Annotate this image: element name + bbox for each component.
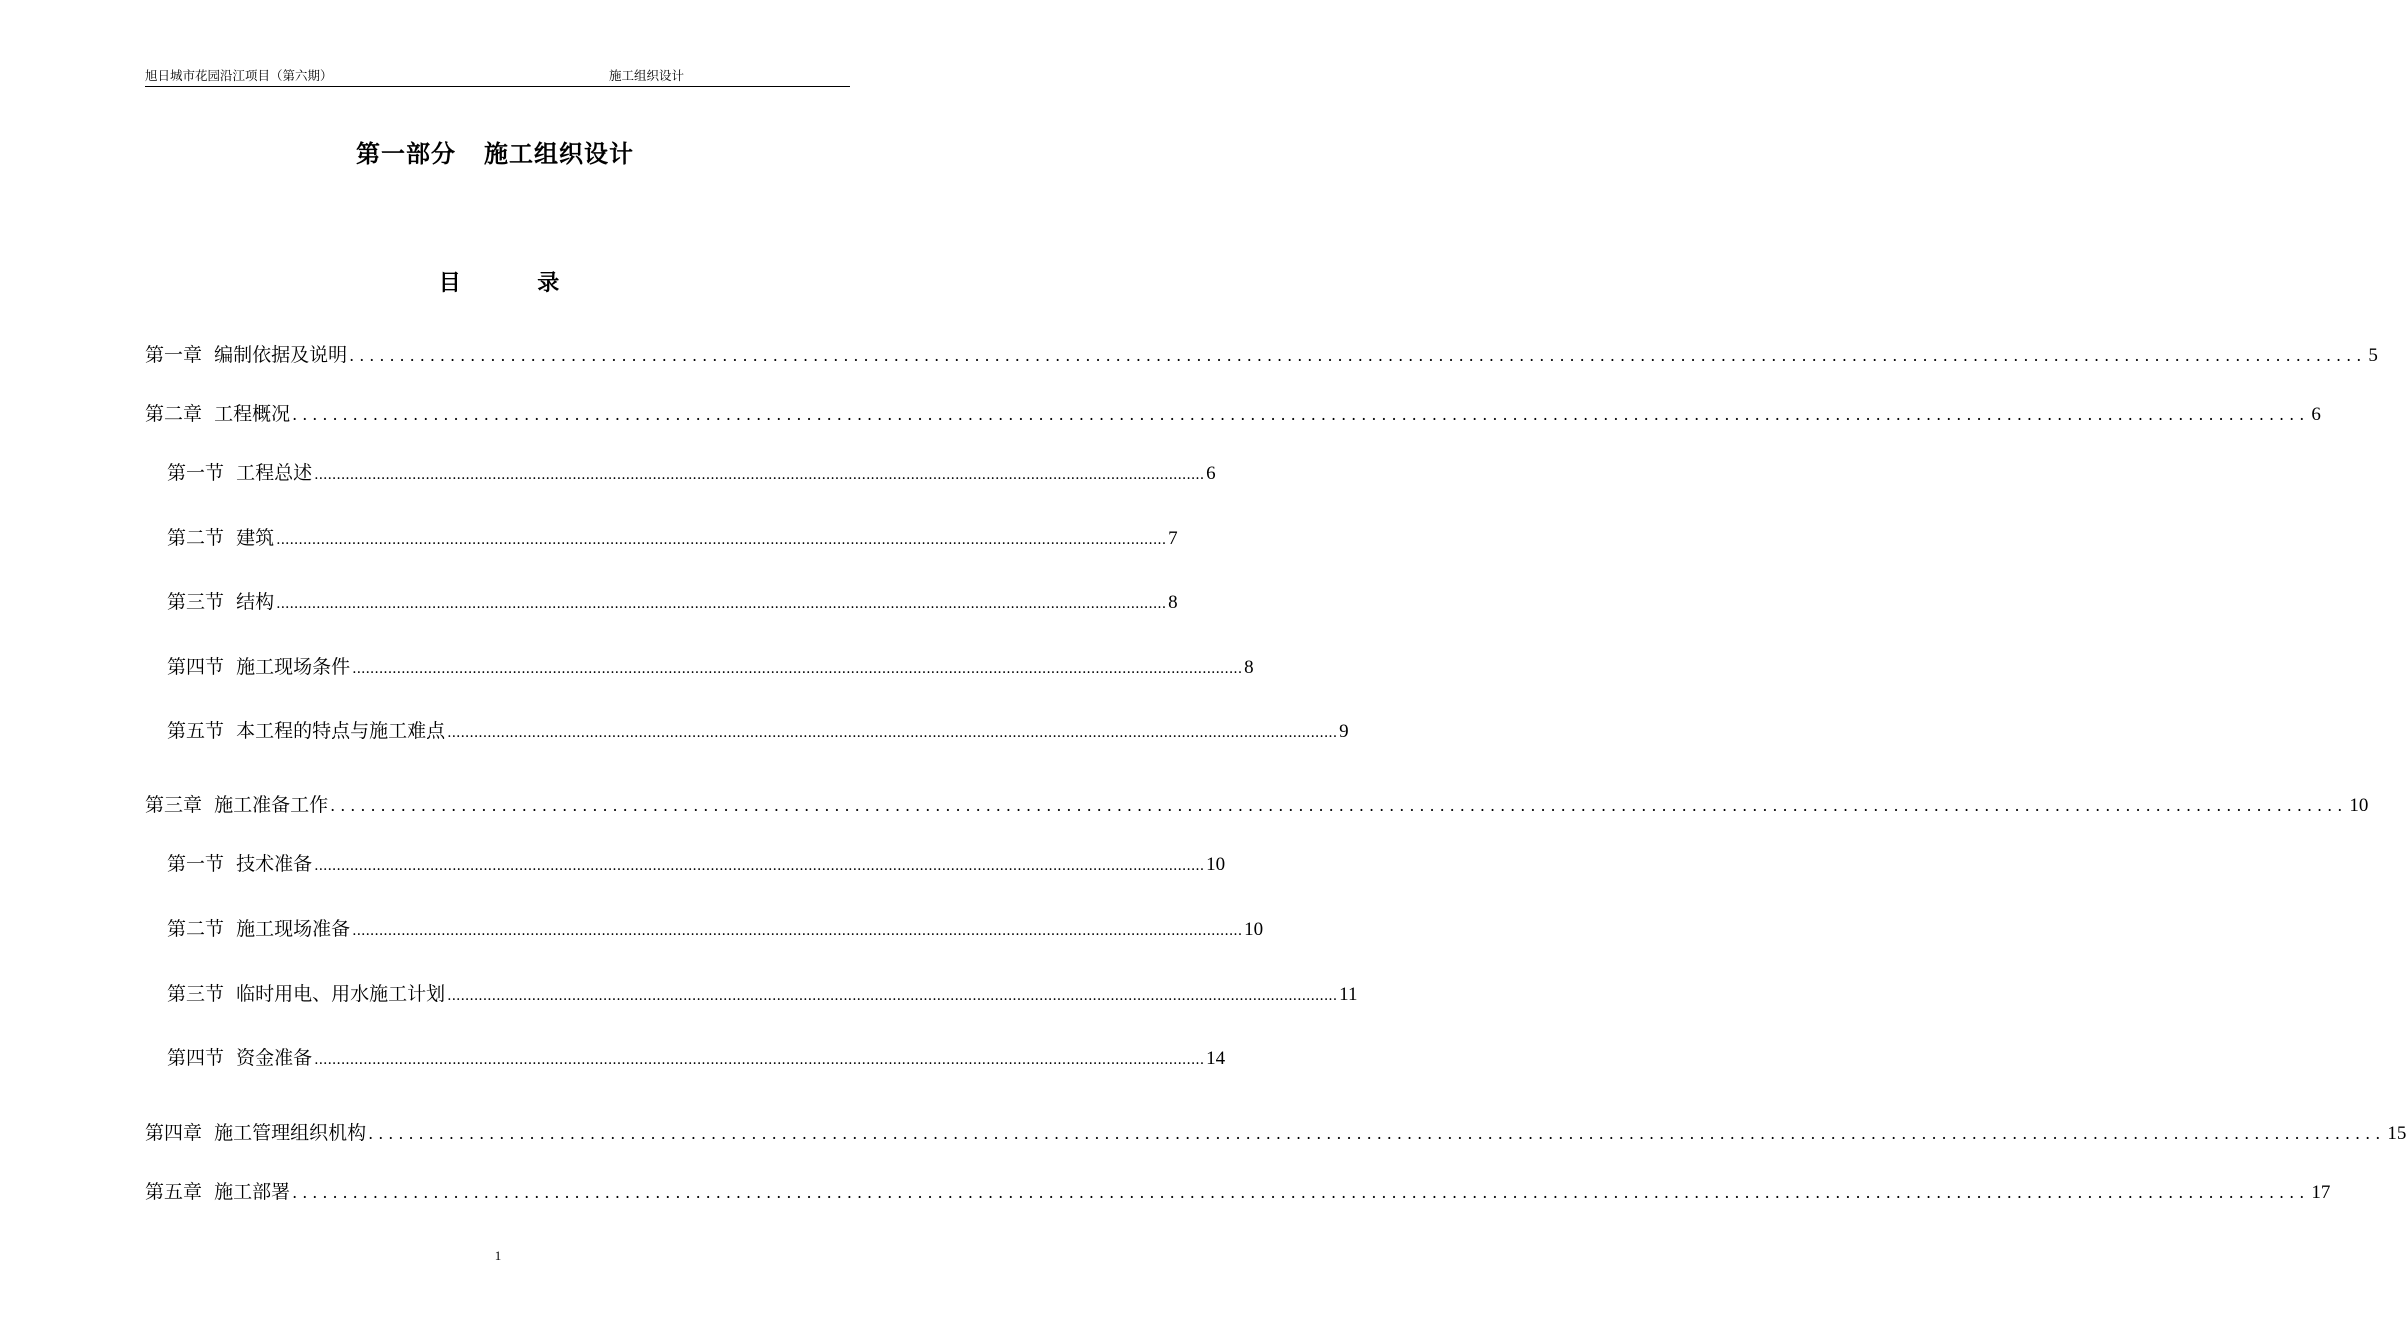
toc-entry-label: 第三节 (167, 591, 225, 613)
toc-entry-title: 编制依据及说明 (214, 344, 348, 366)
toc-entry-title: 本工程的特点与施工难点 (236, 720, 446, 742)
toc-entry-title: 施工管理组织机构 (214, 1122, 367, 1144)
toc-leader-dots: ........................................................................................................................................................................................................ (276, 596, 1167, 612)
toc-leader-dots: ........................................................................................................................................................................................................ (349, 346, 2367, 365)
toc-entry[interactable] (167, 851, 1226, 877)
toc-entry-page: 14 (1206, 1048, 1226, 1069)
toc-entry-title: 临时用电、用水施工计划 (236, 983, 446, 1005)
toc-entry-title: 结构 (236, 591, 275, 613)
toc-entry-page: 8 (1244, 657, 1254, 678)
toc-leader-dots: ........................................................................................................................................................................................................ (330, 796, 2348, 815)
toc-entry-title: 工程概况 (214, 403, 291, 425)
toc-leader-dots: ........................................................................................................................................................................................................ (314, 1052, 1205, 1068)
toc-entry-page: 9 (1339, 721, 1349, 742)
toc-entry-title: 工程总述 (236, 462, 313, 484)
toc-entry-title: 技术准备 (236, 853, 313, 875)
toc-leader-dots: ........................................................................................................................................................................................................ (447, 988, 1338, 1004)
toc-leader-dots: ........................................................................................................................................................................................................ (352, 661, 1243, 677)
toc-entry-label: 第四章 (145, 1122, 203, 1144)
toc-entry-page: 5 (2368, 345, 2378, 366)
toc-entry[interactable] (167, 718, 1349, 744)
page-number: 1 (494, 1248, 502, 1263)
toc-entry-label: 第三节 (167, 983, 225, 1005)
toc-entry[interactable] (145, 401, 2321, 427)
toc-entry-label: 第二节 (167, 527, 225, 549)
toc-entry-page: 10 (1244, 919, 1264, 940)
toc-entry-page: 17 (2311, 1182, 2331, 1203)
toc-entry-title: 施工现场准备 (236, 918, 351, 940)
toc-entry-page: 10 (2349, 795, 2369, 816)
toc-entry-label: 第四节 (167, 656, 225, 678)
toc-leader-dots: ........................................................................................................................................................................................................ (292, 1183, 2310, 1202)
toc-entry[interactable] (167, 981, 1358, 1007)
toc-entry-page: 10 (1206, 854, 1226, 875)
toc-entry-title: 建筑 (236, 527, 275, 549)
toc-entry-page: 6 (1206, 463, 1216, 484)
toc-entry-title: 施工部署 (214, 1181, 291, 1203)
toc-entry-title: 施工准备工作 (214, 794, 329, 816)
toc-entry-label: 第二章 (145, 403, 203, 425)
toc-entry[interactable] (145, 342, 2378, 368)
toc-entry[interactable] (145, 792, 2369, 818)
toc-leader-dots: ........................................................................................................................................................................................................ (292, 405, 2310, 424)
toc-entry[interactable] (167, 654, 1254, 680)
toc-entry[interactable] (167, 1045, 1226, 1071)
toc-leader-dots: ........................................................................................................................................................................................................ (314, 467, 1205, 483)
header-doc-title: 施工组织设计 (609, 68, 685, 83)
toc-entry-page: 8 (1168, 592, 1178, 613)
toc-entry-page: 11 (1339, 984, 1358, 1005)
toc-entry[interactable] (167, 460, 1216, 486)
toc-entry-title: 施工现场条件 (236, 656, 351, 678)
toc-entry-label: 第五节 (167, 720, 225, 742)
page-header (145, 66, 850, 87)
part-title: 第一部分 施工组织设计 (355, 140, 635, 168)
toc-entry[interactable] (167, 916, 1264, 942)
toc-entry-label: 第一节 (167, 853, 225, 875)
toc-entry-label: 第四节 (167, 1047, 225, 1069)
toc-entry-title: 资金准备 (236, 1047, 313, 1069)
toc-title: 目 录 (438, 271, 560, 296)
toc-entry-page: 15 (2387, 1123, 2406, 1144)
toc-leader-dots: ........................................................................................................................................................................................................ (447, 725, 1338, 741)
toc-entry-page: 6 (2311, 404, 2321, 425)
toc-entry[interactable] (145, 1179, 2331, 1205)
toc-entry[interactable] (145, 1120, 2406, 1146)
toc-entry-page: 7 (1168, 528, 1178, 549)
toc-entry-label: 第二节 (167, 918, 225, 940)
toc-entry-label: 第一节 (167, 462, 225, 484)
toc-leader-dots: ........................................................................................................................................................................................................ (276, 532, 1167, 548)
toc-entry-label: 第一章 (145, 344, 203, 366)
toc-entry-label: 第三章 (145, 794, 203, 816)
toc-leader-dots: ........................................................................................................................................................................................................ (368, 1124, 2386, 1143)
toc-entry-label: 第五章 (145, 1181, 203, 1203)
toc-leader-dots: ........................................................................................................................................................................................................ (314, 858, 1205, 874)
toc-entry[interactable] (167, 525, 1178, 551)
header-project-name: 旭日城市花园沿江项目（第六期） (145, 68, 333, 83)
toc-entry[interactable] (167, 589, 1178, 615)
toc-leader-dots: ........................................................................................................................................................................................................ (352, 923, 1243, 939)
